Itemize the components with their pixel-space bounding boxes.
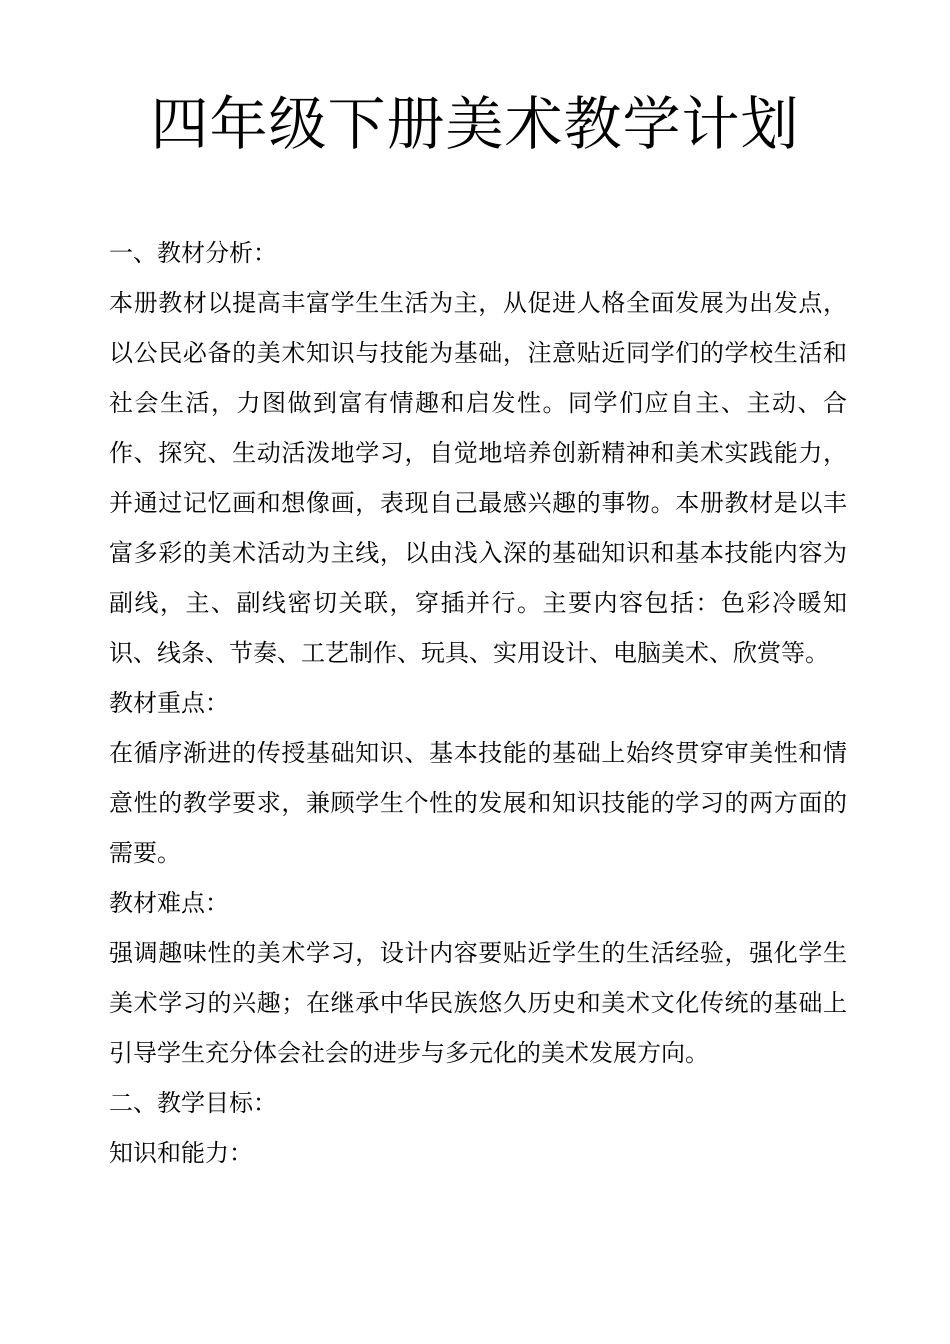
section-heading-teaching-goals: 二、教学目标：	[109, 1089, 277, 1117]
paragraph-difficulties: 强调趣味性的美术学习，设计内容要贴近学生的生活经验，强化学生美术学习的兴趣；在继承中华民族悠久历史和美术文化传统的基础上引导学生充分体会社会的进步与多元化的美术发展方向。	[109, 939, 847, 1067]
section-heading-textbook-analysis: 一、教材分析：	[109, 239, 277, 267]
paragraph-key-points: 在循序渐进的传授基础知识、基本技能的基础上始终贯穿审美性和情意性的教学要求，兼顾学生个性的发展和知识技能的学习的两方面的需要。	[109, 739, 847, 867]
document-title: 四年级下册美术教学计划	[150, 90, 800, 158]
subheading-knowledge-ability: 知识和能力：	[109, 1139, 253, 1167]
paragraph-textbook-overview: 本册教材以提高丰富学生生活为主，从促进人格全面发展为出发点，以公民必备的美术知识与技能为基础，注意贴近同学们的学校生活和社会生活，力图做到富有情趣和启发性。同学们应自主、主动、合作、探究、生动活泼地学习，自觉地培养创新精神和美术实践能力，并通过记忆画和想像画，表现自己最感兴趣的事物。本册教材是以丰富多彩的美术活动为主线，以由浅入深的基础知识和基本技能内容为副线，主、副线密切关联，穿插并行。主要内容包括：色彩冷暖知识、线条、节奏、工艺制作、玩具、实用设计、电脑美术、欣赏等。	[109, 289, 847, 667]
subheading-key-points: 教材重点：	[109, 689, 229, 717]
document-body	[109, 228, 847, 1178]
subheading-difficulties: 教材难点：	[109, 889, 229, 917]
